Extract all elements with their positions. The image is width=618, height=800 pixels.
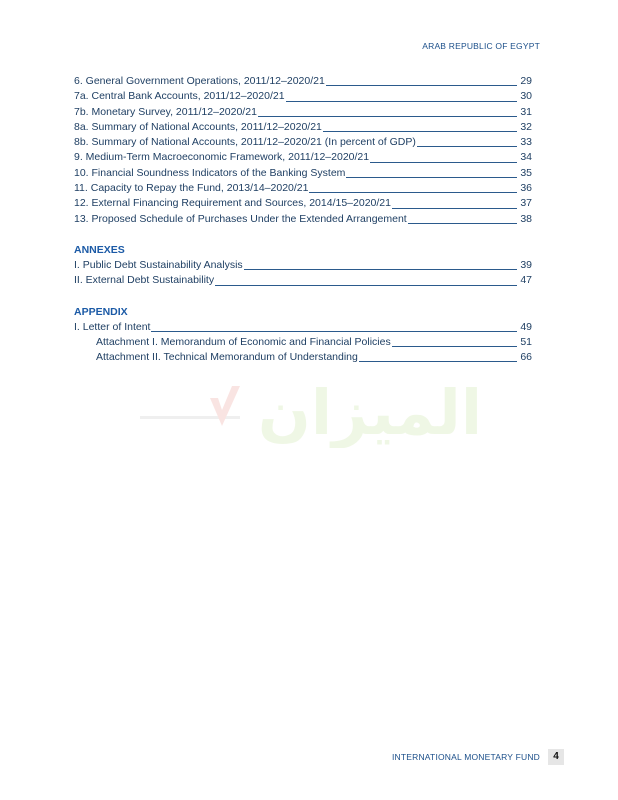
- dot-leader: [244, 268, 518, 270]
- dot-leader: [309, 191, 517, 193]
- table-of-contents: [74, 74, 532, 365]
- toc-entry-page: 35: [520, 166, 532, 179]
- toc-entry-page: 30: [520, 90, 532, 103]
- toc-entry-label: 6. General Government Operations, 2011/12–2020/21: [74, 75, 325, 87]
- toc-entry[interactable]: [74, 181, 532, 196]
- watermark-logo: [140, 368, 500, 448]
- toc-entry-page: 36: [520, 182, 532, 195]
- toc-entry-page: 66: [520, 351, 532, 364]
- toc-entry-page: 32: [520, 120, 532, 133]
- toc-entry[interactable]: [74, 196, 532, 211]
- toc-entry[interactable]: [74, 273, 532, 288]
- toc-entry[interactable]: [74, 150, 532, 165]
- dot-leader: [408, 222, 518, 224]
- toc-entry[interactable]: [74, 350, 532, 365]
- toc-entry-label: Attachment I. Memorandum of Economic and Financial Policies: [96, 335, 391, 348]
- toc-entry-page: 33: [520, 136, 532, 149]
- toc-entry-label: 7b. Monetary Survey, 2011/12–2020/21: [74, 105, 257, 118]
- toc-entry-label: 12. External Financing Requirement and Sources, 2014/15–2020/21: [74, 197, 391, 210]
- toc-entry-page: 49: [520, 320, 532, 333]
- toc-entry-page: 39: [520, 258, 532, 271]
- running-footer: INTERNATIONAL MONETARY FUND: [391, 752, 540, 762]
- toc-entry-page: 51: [520, 335, 532, 348]
- dot-leader: [392, 345, 518, 347]
- toc-entry-page: 29: [520, 75, 532, 87]
- toc-entry-page: 47: [520, 274, 532, 287]
- appendix-heading: APPENDIX: [74, 305, 128, 318]
- toc-entry-page: 37: [520, 197, 532, 210]
- toc-entry-label: 8b. Summary of National Accounts, 2011/12–2020/21 (In percent of GDP): [74, 136, 416, 149]
- dot-leader: [151, 330, 517, 332]
- dot-leader: [323, 130, 517, 132]
- watermark-text: الميزان: [257, 376, 483, 448]
- annexes-heading: ANNEXES: [74, 243, 125, 256]
- toc-entry-label: I. Letter of Intent: [74, 320, 151, 333]
- toc-entry-label: II. External Debt Sustainability: [74, 274, 215, 287]
- toc-entry-label: 11. Capacity to Repay the Fund, 2013/14–2020/21: [74, 182, 309, 195]
- dot-leader: [286, 100, 518, 102]
- dot-leader: [346, 176, 517, 178]
- dot-leader: [370, 161, 517, 163]
- toc-entry[interactable]: [74, 74, 532, 89]
- toc-entry[interactable]: [74, 320, 532, 335]
- toc-entry[interactable]: [74, 120, 532, 135]
- running-header: ARAB REPUBLIC OF EGYPT: [422, 41, 540, 51]
- toc-entry-label: 9. Medium-Term Macroeconomic Framework, 2011/12–2020/21: [74, 151, 370, 164]
- dot-leader: [417, 145, 517, 147]
- toc-entry[interactable]: [74, 258, 532, 273]
- toc-entry-label: Attachment II. Technical Memorandum of Understanding: [96, 351, 358, 364]
- toc-entry-page: 31: [520, 105, 532, 118]
- dot-leader: [215, 284, 517, 286]
- toc-entry-page: 38: [520, 212, 532, 225]
- toc-entry-label: 13. Proposed Schedule of Purchases Under the Extended Arrangement: [74, 212, 407, 225]
- toc-entry[interactable]: [74, 135, 532, 150]
- toc-entry[interactable]: [74, 105, 532, 120]
- toc-entry-label: 8a. Summary of National Accounts, 2011/12–2020/21: [74, 120, 322, 133]
- watermark-check-mark: [210, 386, 240, 426]
- dot-leader: [326, 84, 518, 86]
- toc-entry[interactable]: [74, 166, 532, 181]
- dot-leader: [392, 207, 517, 209]
- toc-entry[interactable]: [74, 335, 532, 350]
- toc-entry-label: I. Public Debt Sustainability Analysis: [74, 258, 243, 271]
- toc-entry-label: 10. Financial Soundness Indicators of the Banking System: [74, 166, 346, 179]
- toc-entry-page: 34: [520, 151, 532, 164]
- page-number: 4: [548, 749, 564, 765]
- dot-leader: [359, 360, 517, 362]
- dot-leader: [258, 115, 517, 117]
- toc-entry[interactable]: [74, 212, 532, 227]
- toc-entry[interactable]: [74, 89, 532, 104]
- toc-entry-label: 7a. Central Bank Accounts, 2011/12–2020/21: [74, 90, 285, 103]
